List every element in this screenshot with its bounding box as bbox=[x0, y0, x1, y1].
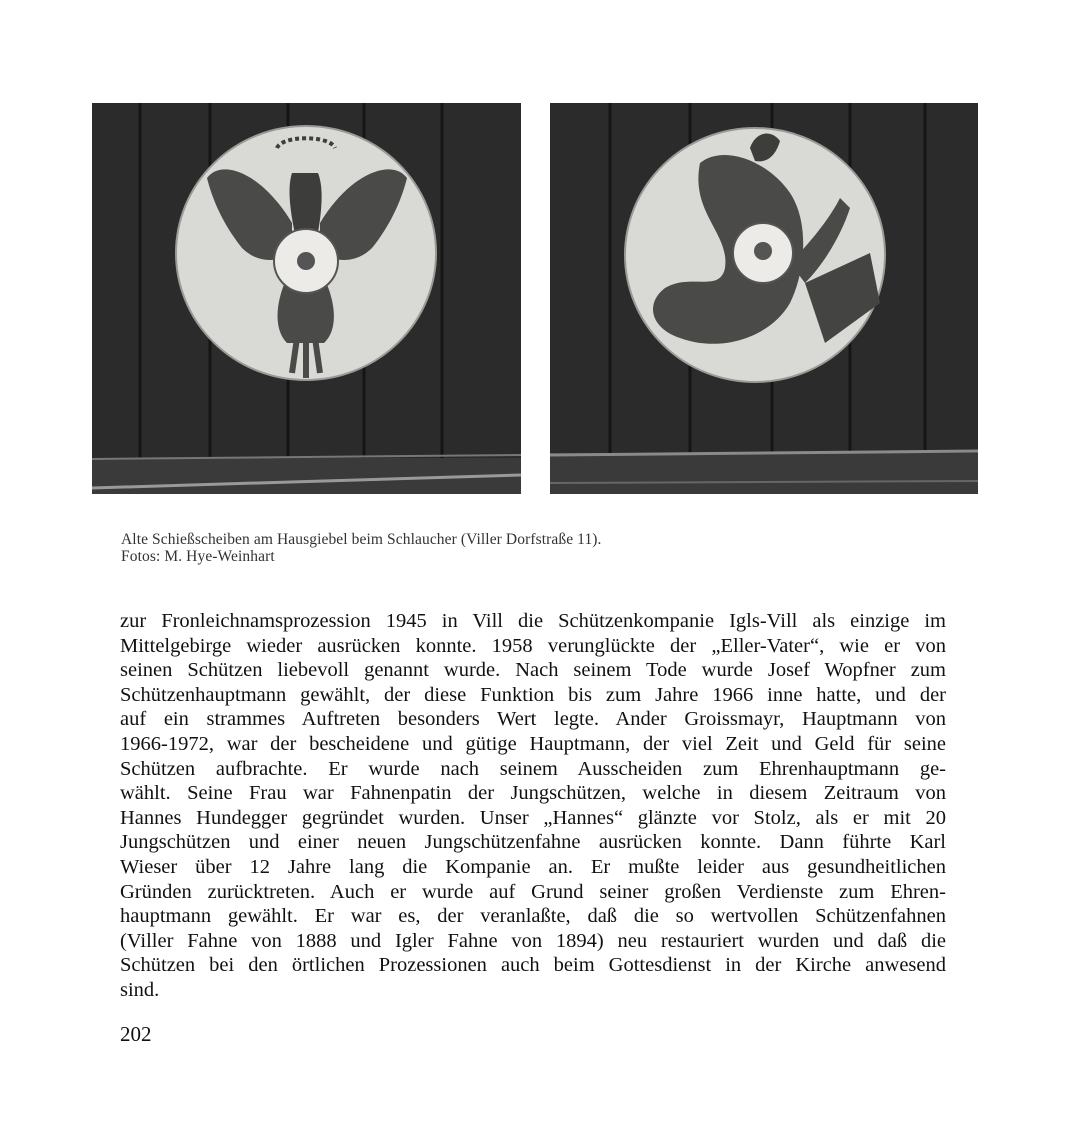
text-line: Mittelgebirge wieder ausrücken konnte. 1958 verunglückte der „Eller-Vater“, wie er von bbox=[120, 634, 946, 657]
text-line: seinen Schützen liebevoll genannt wurde. Nach seinem Tode wurde Josef Wopfner zum bbox=[120, 659, 946, 682]
text-line: (Viller Fahne von 1888 und Igler Fahne von 1894) neu restauriert wurden und daß die bbox=[120, 929, 946, 952]
text-line: Schützen bei den örtlichen Prozessionen auch beim Gottesdienst in der Kirche anwesend bbox=[120, 954, 946, 977]
body-paragraph bbox=[120, 609, 946, 1003]
caption-credit: Fotos: M. Hye-Weinhart bbox=[121, 548, 275, 565]
photo-dragon-target bbox=[550, 103, 978, 494]
text-line: Hannes Hundegger gegründet wurden. Unser „Hannes“ glänzte vor Stolz, als er mit 20 bbox=[120, 806, 946, 829]
dragon-target-image bbox=[550, 103, 978, 494]
text-line: Schützen aufbrachte. Er wurde nach seinem Ausscheiden zum Ehrenhauptmann ge- bbox=[120, 757, 946, 780]
text-line: Jungschützen und einer neuen Jungschützenfahne ausrücken konnte. Dann führte Karl bbox=[120, 831, 946, 854]
text-line: wählt. Seine Frau war Fahnenpatin der Jungschützen, welche in diesem Zeitraum von bbox=[120, 782, 946, 805]
text-line: sind. bbox=[120, 978, 160, 1001]
caption-line: Alte Schießscheiben am Hausgiebel beim Schlaucher (Viller Dorfstraße 11). bbox=[121, 531, 602, 548]
text-line: Schützenhauptmann gewählt, der diese Funktion bis zum Jahre 1966 inne hatte, und der bbox=[120, 683, 946, 706]
text-line: Wieser über 12 Jahre lang die Kompanie an. Er mußte leider aus gesundheitlichen bbox=[120, 855, 946, 878]
eagle-target-image bbox=[92, 103, 521, 494]
text-line: zur Fronleichnamsprozession 1945 in Vill die Schützenkompanie Igls-Vill als einzige im bbox=[120, 610, 946, 632]
text-line: Gründen zurücktreten. Auch er wurde auf Grund seiner großen Verdienste zum Ehren- bbox=[120, 880, 946, 903]
text-line: hauptmann gewählt. Er war es, der veranlaßte, daß die so wertvollen Schützenfahnen bbox=[120, 905, 946, 928]
page-number: 202 bbox=[120, 1022, 152, 1046]
text-line: 1966-1972, war der bescheidene und gütige Hauptmann, der viel Zeit und Geld für seine bbox=[120, 732, 946, 755]
photo-eagle-target bbox=[92, 103, 521, 494]
photo-caption bbox=[121, 531, 602, 565]
text-line: auf ein strammes Auftreten besonders Wert legte. Ander Groissmayr, Hauptmann von bbox=[120, 708, 946, 731]
